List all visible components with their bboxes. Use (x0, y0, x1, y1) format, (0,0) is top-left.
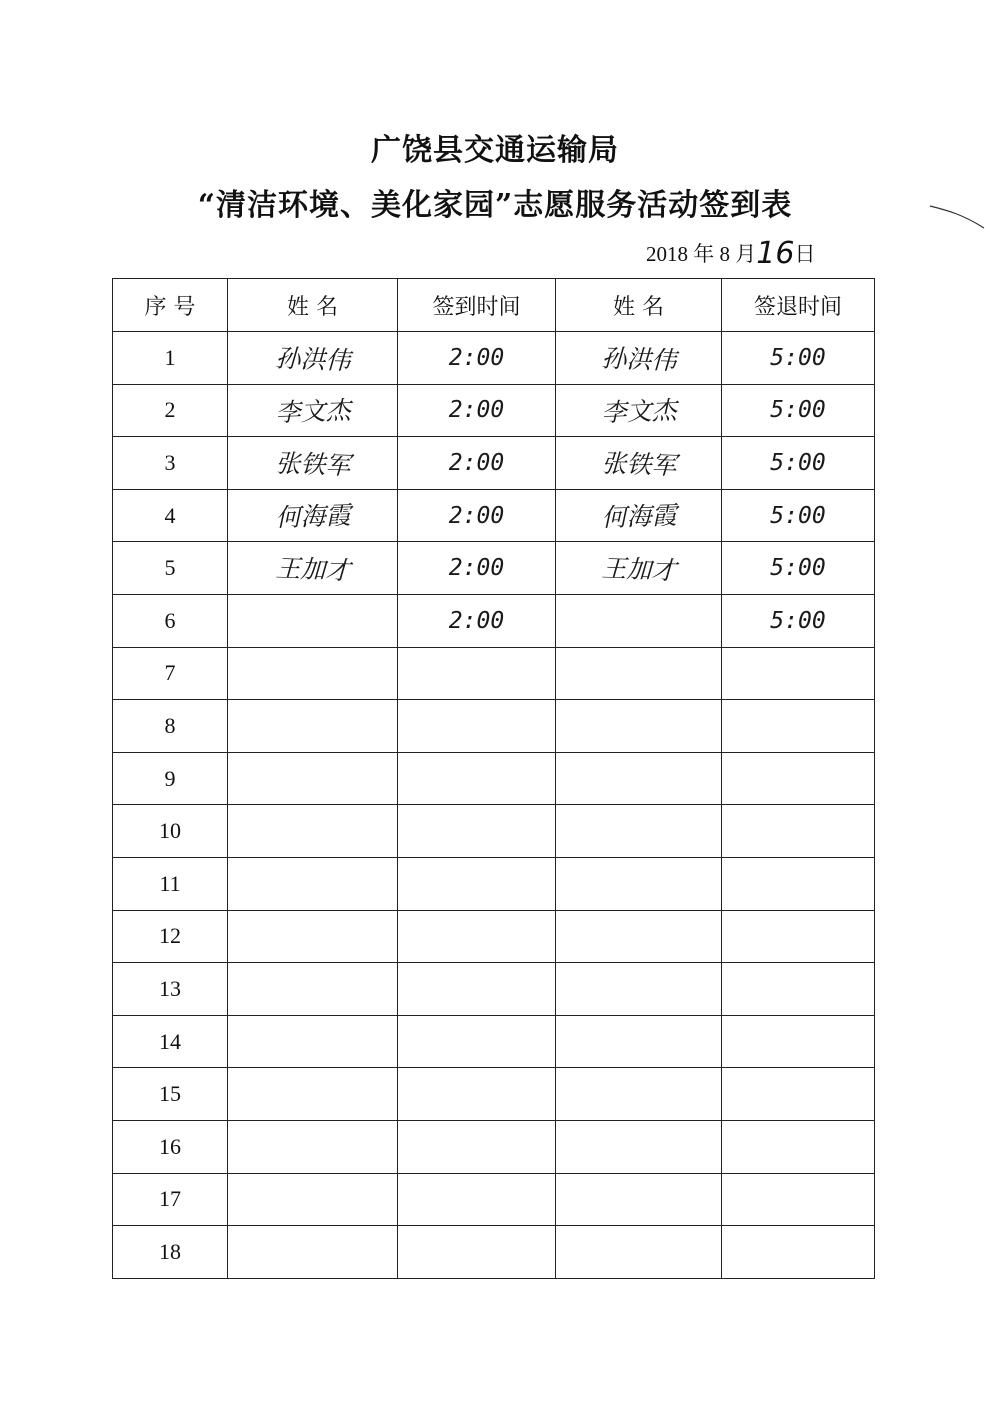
table-row (113, 752, 875, 805)
sign-in-signature-cell (227, 1117, 399, 1175)
sign-in-signature-cell (227, 749, 399, 807)
sign-in-signature-cell: 李文杰 (227, 381, 399, 439)
sign-out-signature-cell (555, 592, 723, 650)
sign-out-signature-cell (555, 1223, 723, 1281)
sign-in-time-cell (398, 1120, 556, 1173)
serial-number-cell: 5 (113, 542, 228, 595)
sign-out-signature-cell (555, 1170, 723, 1228)
sign-out-time-cell (722, 910, 875, 963)
sign-in-time-cell: 2:00 (398, 332, 556, 385)
sign-in-signature-cell (227, 1065, 399, 1123)
sign-in-time-cell (398, 1226, 556, 1279)
date-day-handwritten: 16 (756, 236, 795, 271)
sign-in-signature-cell (227, 854, 399, 912)
document-subtitle: “清洁环境、美化家园”志愿服务活动签到表 (197, 188, 793, 223)
sign-out-signature-cell (555, 907, 723, 965)
serial-number-cell: 17 (113, 1173, 228, 1226)
sign-in-time-cell (398, 963, 556, 1016)
sign-in-signature-cell (227, 697, 399, 755)
sign-out-time-cell (722, 1120, 875, 1173)
pen-stray-mark (928, 200, 986, 230)
sign-in-signature-cell (227, 907, 399, 965)
sign-in-time-cell: 2:00 (398, 542, 556, 595)
sheet-date (646, 234, 815, 269)
serial-number-cell: 15 (113, 1068, 228, 1121)
sign-out-signature-cell: 王加才 (555, 539, 723, 597)
serial-number-cell: 18 (113, 1226, 228, 1279)
table-row (113, 1226, 875, 1279)
date-year: 2018 (646, 242, 688, 266)
header-sign-out-time: 签退时间 (722, 279, 875, 332)
date-month-unit: 月 (735, 242, 757, 266)
table-row (113, 805, 875, 858)
sign-in-time-cell (398, 647, 556, 700)
serial-number-cell: 6 (113, 594, 228, 647)
header-name-sign-in: 姓 名 (228, 279, 398, 332)
sign-in-time-cell: 2:00 (398, 437, 556, 490)
table-row (113, 437, 875, 490)
table-row (113, 332, 875, 385)
sign-out-time-cell: 5:00 (722, 489, 875, 542)
sign-out-signature-cell (555, 960, 723, 1018)
sign-out-signature-cell: 张铁军 (555, 434, 723, 492)
table-row (113, 489, 875, 542)
sign-out-time-cell (722, 1226, 875, 1279)
sign-out-time-cell: 5:00 (722, 332, 875, 385)
serial-number-cell: 11 (113, 857, 228, 910)
serial-number-cell: 3 (113, 437, 228, 490)
table-row (113, 1015, 875, 1068)
date-day-unit: 日 (794, 242, 816, 266)
sign-in-signature-cell (227, 802, 399, 860)
serial-number-cell: 4 (113, 489, 228, 542)
sign-out-time-cell (722, 1015, 875, 1068)
sign-in-time-cell: 2:00 (398, 594, 556, 647)
sign-in-time-cell (398, 1173, 556, 1226)
table-body (113, 332, 875, 1279)
table-row (113, 700, 875, 753)
sign-out-signature-cell (555, 697, 723, 755)
table-row (113, 1173, 875, 1226)
sign-in-time-cell: 2:00 (398, 489, 556, 542)
serial-number-cell: 1 (113, 332, 228, 385)
sign-in-signature-cell: 王加才 (227, 539, 399, 597)
serial-number-cell: 14 (113, 1015, 228, 1068)
sign-out-signature-cell (555, 1118, 723, 1176)
sign-out-signature-cell (555, 644, 723, 702)
sign-in-signature-cell (227, 644, 399, 702)
sign-out-signature-cell: 李文杰 (555, 381, 723, 439)
table-header (113, 279, 875, 332)
sign-out-signature-cell: 何海霞 (555, 486, 723, 544)
sign-out-signature-cell (555, 1065, 723, 1123)
sign-out-signature-cell (555, 802, 723, 860)
table-row (113, 594, 875, 647)
sign-in-time-cell (398, 910, 556, 963)
sign-out-signature-cell (555, 749, 723, 807)
table-row (113, 910, 875, 963)
table-row (113, 1120, 875, 1173)
sign-in-table (112, 278, 875, 1279)
header-row (113, 279, 875, 332)
sign-out-time-cell (722, 647, 875, 700)
table-row (113, 384, 875, 437)
sign-out-time-cell (722, 857, 875, 910)
sign-out-time-cell (722, 1173, 875, 1226)
sign-in-signature-cell: 孙洪伟 (227, 329, 399, 387)
sign-out-time-cell: 5:00 (722, 594, 875, 647)
sign-out-signature-cell (555, 855, 723, 913)
sign-out-time-cell (722, 963, 875, 1016)
sign-out-time-cell (722, 752, 875, 805)
sign-in-time-cell (398, 805, 556, 858)
sign-in-signature-cell: 何海霞 (227, 486, 399, 544)
table-row (113, 542, 875, 595)
sign-out-signature-cell (555, 1012, 723, 1070)
sign-in-signature-cell: 张铁军 (227, 434, 399, 492)
table-row (113, 647, 875, 700)
sign-in-signature-cell (227, 1223, 399, 1281)
sign-in-time-cell (398, 857, 556, 910)
serial-number-cell: 7 (113, 647, 228, 700)
serial-number-cell: 2 (113, 384, 228, 437)
table-row (113, 963, 875, 1016)
sign-out-time-cell: 5:00 (722, 542, 875, 595)
date-month: 8 (719, 242, 730, 266)
sign-out-time-cell: 5:00 (722, 437, 875, 490)
sign-in-time-cell (398, 752, 556, 805)
sign-in-signature-cell (227, 1170, 399, 1228)
date-year-unit: 年 (693, 242, 715, 266)
sign-out-signature-cell: 孙洪伟 (555, 329, 723, 387)
table-row (113, 857, 875, 910)
sign-in-time-cell (398, 1015, 556, 1068)
serial-number-cell: 9 (113, 752, 228, 805)
serial-number-cell: 16 (113, 1120, 228, 1173)
sign-in-signature-cell (227, 960, 399, 1018)
sign-out-time-cell (722, 1068, 875, 1121)
sign-in-time-cell (398, 700, 556, 753)
header-name-sign-out: 姓 名 (556, 279, 722, 332)
serial-number-cell: 13 (113, 963, 228, 1016)
header-sign-in-time: 签到时间 (398, 279, 556, 332)
table-row (113, 1068, 875, 1121)
sign-in-time-cell (398, 1068, 556, 1121)
sign-out-time-cell: 5:00 (722, 384, 875, 437)
sign-out-time-cell (722, 700, 875, 753)
sign-in-signature-cell (227, 1012, 399, 1070)
serial-number-cell: 8 (113, 700, 228, 753)
serial-number-cell: 10 (113, 805, 228, 858)
sign-in-signature-cell (227, 592, 399, 650)
serial-number-cell: 12 (113, 910, 228, 963)
sign-out-time-cell (722, 805, 875, 858)
sign-in-time-cell: 2:00 (398, 384, 556, 437)
header-serial-number: 序 号 (113, 279, 228, 332)
document-title: 广饶县交通运输局 (371, 133, 619, 168)
